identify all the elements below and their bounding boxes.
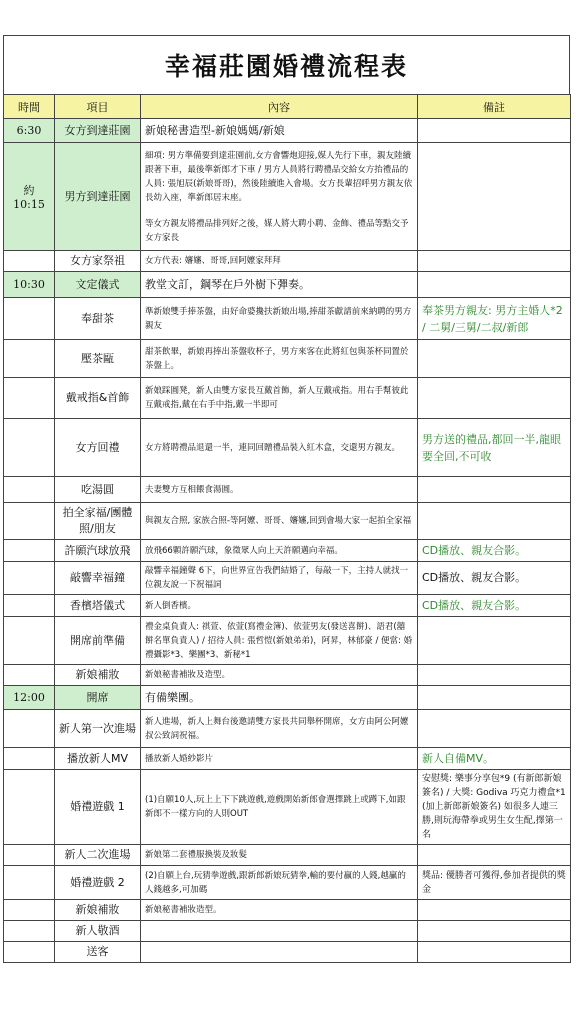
item-cell: 戴戒指&首飾 [55,378,141,419]
content-cell [141,540,418,562]
item-cell: 文定儀式 [55,272,141,298]
content-cell [141,845,418,866]
content-paragraph: 播放新人婚紗影片 [145,753,214,764]
content-cell [141,378,418,419]
content-paragraph: 敲響幸福鐘聲 6下，向世界宣告我們結婚了，每敲一下，主持人就找一位親友說一下祝福詞 [145,566,409,590]
time-cell [4,477,55,503]
content-cell [141,503,418,540]
content-cell [141,710,418,748]
time-cell: 10:30 [4,272,55,298]
content-paragraph: 與親友合照, 家族合照-等阿嬤、哥哥、嬸嬸,回到會場大家一起拍全家福 [145,516,412,526]
note-cell [418,272,571,298]
header-note: 備註 [418,95,571,119]
note-cell [418,119,571,143]
note-cell: CD播放、親友合影。 [418,595,571,617]
content-paragraph: 新娘秘書補妝及造型。 [145,670,231,680]
content-paragraph: 新娘第二套禮服換裝及妝髮 [145,850,248,860]
item-cell: 香檳塔儀式 [55,595,141,617]
table-row [4,748,571,770]
content-cell [141,921,418,942]
content-cell [141,686,418,710]
content-cell [141,272,418,298]
page-title: 幸福莊園婚禮流程表 [3,35,570,94]
schedule-table [3,94,571,963]
table-row [4,595,571,617]
time-cell [4,298,55,340]
table-row [4,143,571,251]
table-row [4,378,571,419]
item-cell: 吃湯圓 [55,477,141,503]
item-cell: 女方回禮 [55,419,141,477]
item-cell: 婚禮遊戲 2 [55,866,141,900]
time-cell [4,251,55,272]
time-cell [4,748,55,770]
note-cell [418,710,571,748]
table-row [4,866,571,900]
content-cell [141,900,418,921]
content-cell [141,665,418,686]
note-cell: 新人自備MV。 [418,748,571,770]
header-time: 時間 [4,95,55,119]
item-cell: 男方到達莊園 [55,143,141,251]
content-cell [141,770,418,845]
time-cell [4,866,55,900]
note-cell: 奉茶男方親友: 男方主婚人*2 / 二舅/三舅/二叔/新郎 [418,298,571,340]
time-cell [4,540,55,562]
item-cell: 新人二次進場 [55,845,141,866]
time-cell [4,900,55,921]
content-paragraph: 新娘踩圓凳，新人由雙方家長互戴首飾，新人互戴戒指。用右手幫彼此互戴戒指,戴在右手中指,戴一半即可 [145,386,409,410]
table-row [4,298,571,340]
note-cell [418,251,571,272]
time-cell [4,942,55,963]
content-cell [141,119,418,143]
item-cell: 婚禮遊戲 1 [55,770,141,845]
note-cell [418,617,571,665]
time-cell [4,595,55,617]
table-row [4,900,571,921]
table-row [4,477,571,503]
content-cell [141,595,418,617]
table-row [4,272,571,298]
content-paragraph: 新娘秘書造型-新娘媽媽/新娘 [145,123,285,137]
note-cell [418,665,571,686]
time-cell [4,617,55,665]
item-cell: 女方到達莊園 [55,119,141,143]
table-row [4,562,571,595]
content-cell [141,251,418,272]
header-item: 項目 [55,95,141,119]
item-cell: 新娘補妝 [55,665,141,686]
content-cell [141,340,418,378]
table-row [4,617,571,665]
content-paragraph: 新人倒香檳。 [145,600,197,611]
content-paragraph: 女方將聘禮品退還一半，連同回贈禮品裝入紅木盒，交還男方親友。 [145,442,401,453]
content-paragraph: 新人進場，新人上舞台後邀請雙方家長共同舉杯開席，女方由阿公阿嬤叔公致詞祝福。 [145,716,409,741]
content-cell [141,143,418,251]
table-row [4,921,571,942]
item-cell: 開席 [55,686,141,710]
content-paragraph: 新娘秘書補妝造型。 [145,905,222,915]
note-cell [418,921,571,942]
note-cell [418,686,571,710]
table-row [4,251,571,272]
content-paragraph: 有備樂團。 [145,690,200,704]
item-cell: 許願汽球放飛 [55,540,141,562]
header-content: 內容 [141,95,418,119]
note-cell: 獎品: 優勝者可獲得,參加者提供的獎金 [418,866,571,900]
content-cell [141,477,418,503]
note-cell [418,340,571,378]
time-cell [4,921,55,942]
content-paragraph: 夫妻雙方互相餵食湯圓。 [145,484,239,495]
note-cell [418,503,571,540]
content-paragraph: 教堂文訂，鋼琴在戶外樹下彈奏。 [145,277,310,291]
table-row [4,770,571,845]
content-cell [141,419,418,477]
table-row [4,119,571,143]
note-cell: 安慰獎: 樂事分享包*9 (有新郎新娘簽名) / 大獎: Godiva 巧克力禮盒*1 (加上新郎新娘簽名) 如很多人連三勝,則玩海帶拳或男生女生配,擇第一名 [418,770,571,845]
item-cell: 新人第一次進場 [55,710,141,748]
note-cell [418,845,571,866]
table-row [4,340,571,378]
content-paragraph: 放飛66顆許願汽球，象徵眾人向上天許願邁向幸福。 [145,545,343,556]
note-cell [418,378,571,419]
note-cell [418,143,571,251]
item-cell: 敲響幸福鐘 [55,562,141,595]
content-paragraph: (1)自願10人,玩上上下下跳遊戲,遊戲開始新郎會選擇跳上或蹲下,如跟新郎不一樣方向的人則OUT [145,795,406,819]
table-row [4,419,571,477]
time-cell: 約 10:15 [4,143,55,251]
content-paragraph: 女方代表: 嬸嬸、哥哥,回阿嬤家拜拜 [145,256,281,266]
item-cell: 播放新人MV [55,748,141,770]
item-cell: 新娘補妝 [55,900,141,921]
note-cell [418,942,571,963]
content-paragraph: 準新娘雙手捧茶盤，由好命婆攙扶新娘出場,捧甜茶獻請前來納聘的男方親友 [145,306,412,331]
item-cell: 女方家祭祖 [55,251,141,272]
note-cell [418,900,571,921]
table-row [4,503,571,540]
content-paragraph: 等女方親友將禮品排列好之後，媒人將大聘小聘、金飾、禮品等點交予女方家長 [145,218,409,243]
content-cell [141,748,418,770]
content-paragraph: 甜茶飲畢，新娘再捧出茶盤收杯子，男方來客在此將紅包與茶杯同置於茶盤上。 [145,346,409,371]
note-cell: CD播放、親友合影。 [418,540,571,562]
time-cell [4,845,55,866]
item-cell: 新人敬酒 [55,921,141,942]
content-cell [141,866,418,900]
content-cell [141,562,418,595]
schedule-sheet [3,35,570,963]
table-row [4,942,571,963]
time-cell: 12:00 [4,686,55,710]
content-cell [141,942,418,963]
note-cell [418,477,571,503]
time-cell: 6:30 [4,119,55,143]
table-row [4,710,571,748]
content-paragraph: 禮金桌負責人: 祺萱、依萱(寫禮金簿)、依萱男友(發送喜餅)、語君(囍餅名單負責人) / 招待人員: 張哲愷(新娘弟弟)，阿昇，林郁豪 / 便當: 婚禮攝影*3、樂團*3、新秘*1 [145,621,413,660]
item-cell: 拍全家福/團體照/朋友 [55,503,141,540]
content-paragraph: 細項: 男方準備要到達莊園前,女方會響炮迎接,媒人先行下車，親友陸續跟著下車，最後準新郎才下車 / 男方人員將行聘禮品交給女方抬禮品的人員: 張旭辰(新娘哥哥)，然後陸續進入會場。女方長輩招呼男方親友依長幼入座，準新郎居末座。 [145,150,413,203]
item-cell: 奉甜茶 [55,298,141,340]
content-cell [141,298,418,340]
table-row [4,845,571,866]
table-row [4,540,571,562]
time-cell [4,665,55,686]
table-row [4,686,571,710]
item-cell: 送客 [55,942,141,963]
time-cell [4,378,55,419]
item-cell: 開席前準備 [55,617,141,665]
time-cell [4,419,55,477]
time-cell [4,710,55,748]
time-cell [4,340,55,378]
time-cell [4,562,55,595]
time-cell [4,503,55,540]
schedule-rows [4,119,571,963]
note-cell: 男方送的禮品,都回一半,龍眼要全回,不可收 [418,419,571,477]
note-cell: CD播放、親友合影。 [418,562,571,595]
item-cell: 壓茶甌 [55,340,141,378]
table-row [4,665,571,686]
content-cell [141,617,418,665]
time-cell [4,770,55,845]
table-header-row [4,95,571,119]
content-paragraph: (2)自願上台,玩猜拳遊戲,跟新郎新娘玩猜拳,輸的要付贏的人錢,越贏的人錢越多,可加碼 [145,870,406,895]
